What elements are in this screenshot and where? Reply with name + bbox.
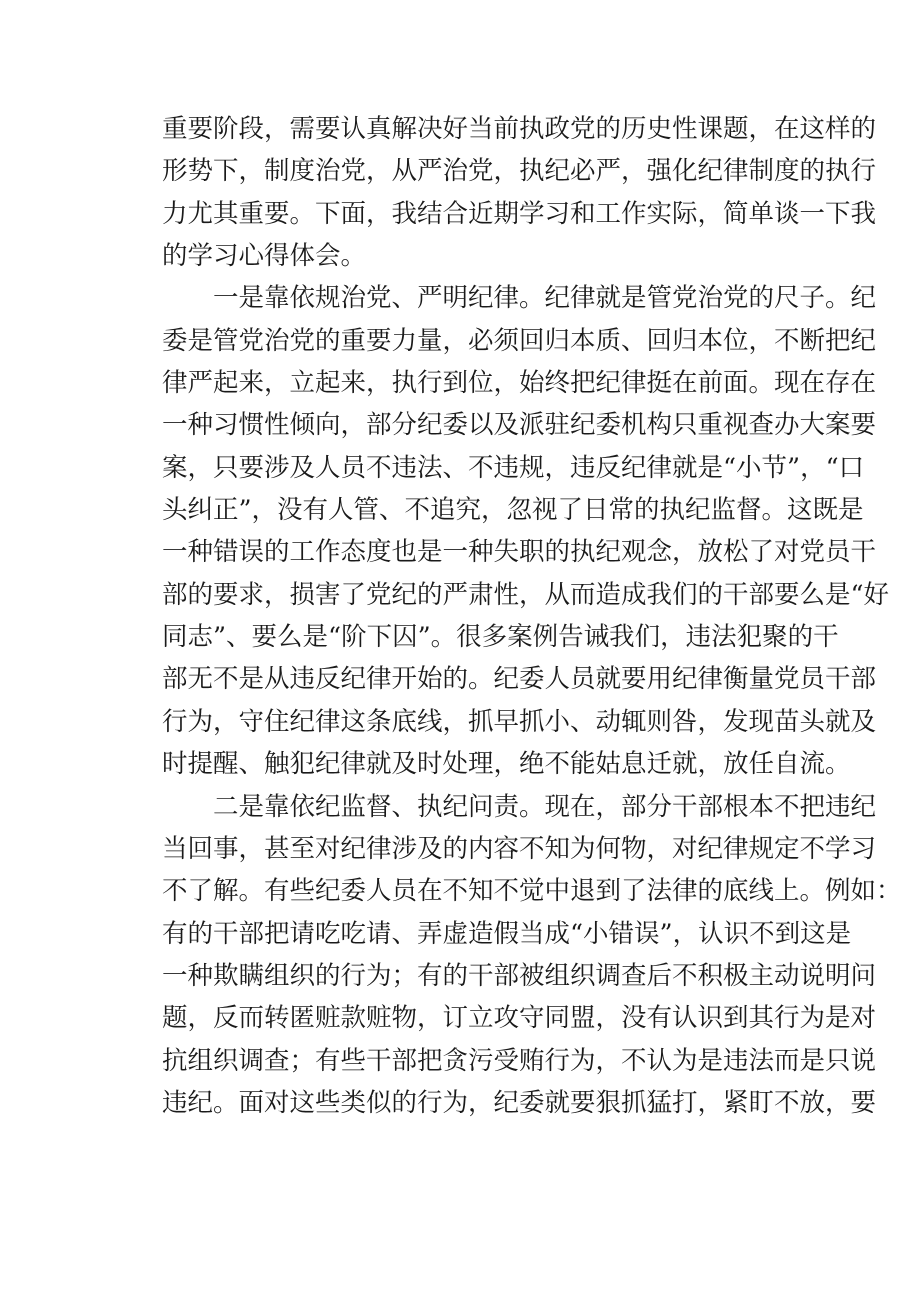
- text-line: 委是管党治党的重要力量，必须回归本质、回归本位，不断把纪: [162, 325, 877, 356]
- text-line: 一种欺瞒组织的行为；有的干部被组织调查后不积极主动说明问: [162, 960, 877, 991]
- text-line: 一种错误的工作态度也是一种失职的执纪观念，放松了对党员干: [162, 537, 877, 568]
- text-line: 部的要求，损害了党纪的严肃性，从而造成我们的干部要么是“好: [162, 579, 890, 610]
- text-line: 头纠正”，没有人管、不追究，忽视了日常的执纪监督。这既是: [162, 495, 864, 526]
- text-line: 一是靠依规治党、严明纪律。纪律就是管党治党的尺子。纪: [213, 283, 877, 314]
- text-line: 抗组织调查；有些干部把贪污受贿行为，不认为是违法而是只说: [162, 1045, 877, 1076]
- text-line: 行为，守住纪律这条底线，抓早抓小、动辄则咎，发现苗头就及: [162, 706, 877, 737]
- text-line: 题，反而转匿赃款赃物，订立攻守同盟，没有认识到其行为是对: [162, 1003, 877, 1034]
- document-body: [162, 108, 902, 1124]
- paragraph-intro-tail: [162, 108, 877, 277]
- text-line: 当回事，甚至对纪律涉及的内容不知为何物，对纪律规定不学习: [162, 833, 877, 864]
- text-line: 一种习惯性倾向，部分纪委以及派驻纪委机构只重视查办大案要: [162, 410, 877, 441]
- text-line: 重要阶段，需要认真解决好当前执政党的历史性课题，在这样的: [162, 114, 877, 144]
- text-line: 案，只要涉及人员不违法、不违规，违反纪律就是“小节”，“口: [162, 452, 865, 483]
- paragraph-point-one: [162, 277, 890, 785]
- text-line: 形势下，制度治党，从严治党，执纪必严，强化纪律制度的执行: [162, 156, 877, 187]
- text-line: 力尤其重要。下面，我结合近期学习和工作实际，简单谈一下我: [162, 198, 877, 229]
- text-line: 违纪。面对这些类似的行为，纪委就要狠抓猛打，紧盯不放，要: [162, 1087, 877, 1118]
- text-line: 不了解。有些纪委人员在不知不觉中退到了法律的底线上。例如：: [162, 876, 902, 907]
- text-line: 二是靠依纪监督、执纪问责。现在，部分干部根本不把违纪: [213, 791, 877, 822]
- text-line: 的学习心得体会。: [162, 241, 367, 272]
- paragraph-point-two: [162, 786, 902, 1125]
- text-line: 律严起来，立起来，执行到位，始终把纪律挺在前面。现在存在: [162, 368, 877, 399]
- text-line: 有的干部把请吃吃请、弄虚造假当成“小错误”，认识不到这是: [162, 918, 852, 949]
- text-line: 部无不是从违反纪律开始的。纪委人员就要用纪律衡量党员干部: [162, 664, 877, 695]
- text-line: 同志”、要么是“阶下囚”。很多案例告诫我们，违法犯聚的干: [162, 622, 839, 653]
- text-line: 时提醒、触犯纪律就及时处理，绝不能姑息迁就，放任自流。: [162, 749, 851, 780]
